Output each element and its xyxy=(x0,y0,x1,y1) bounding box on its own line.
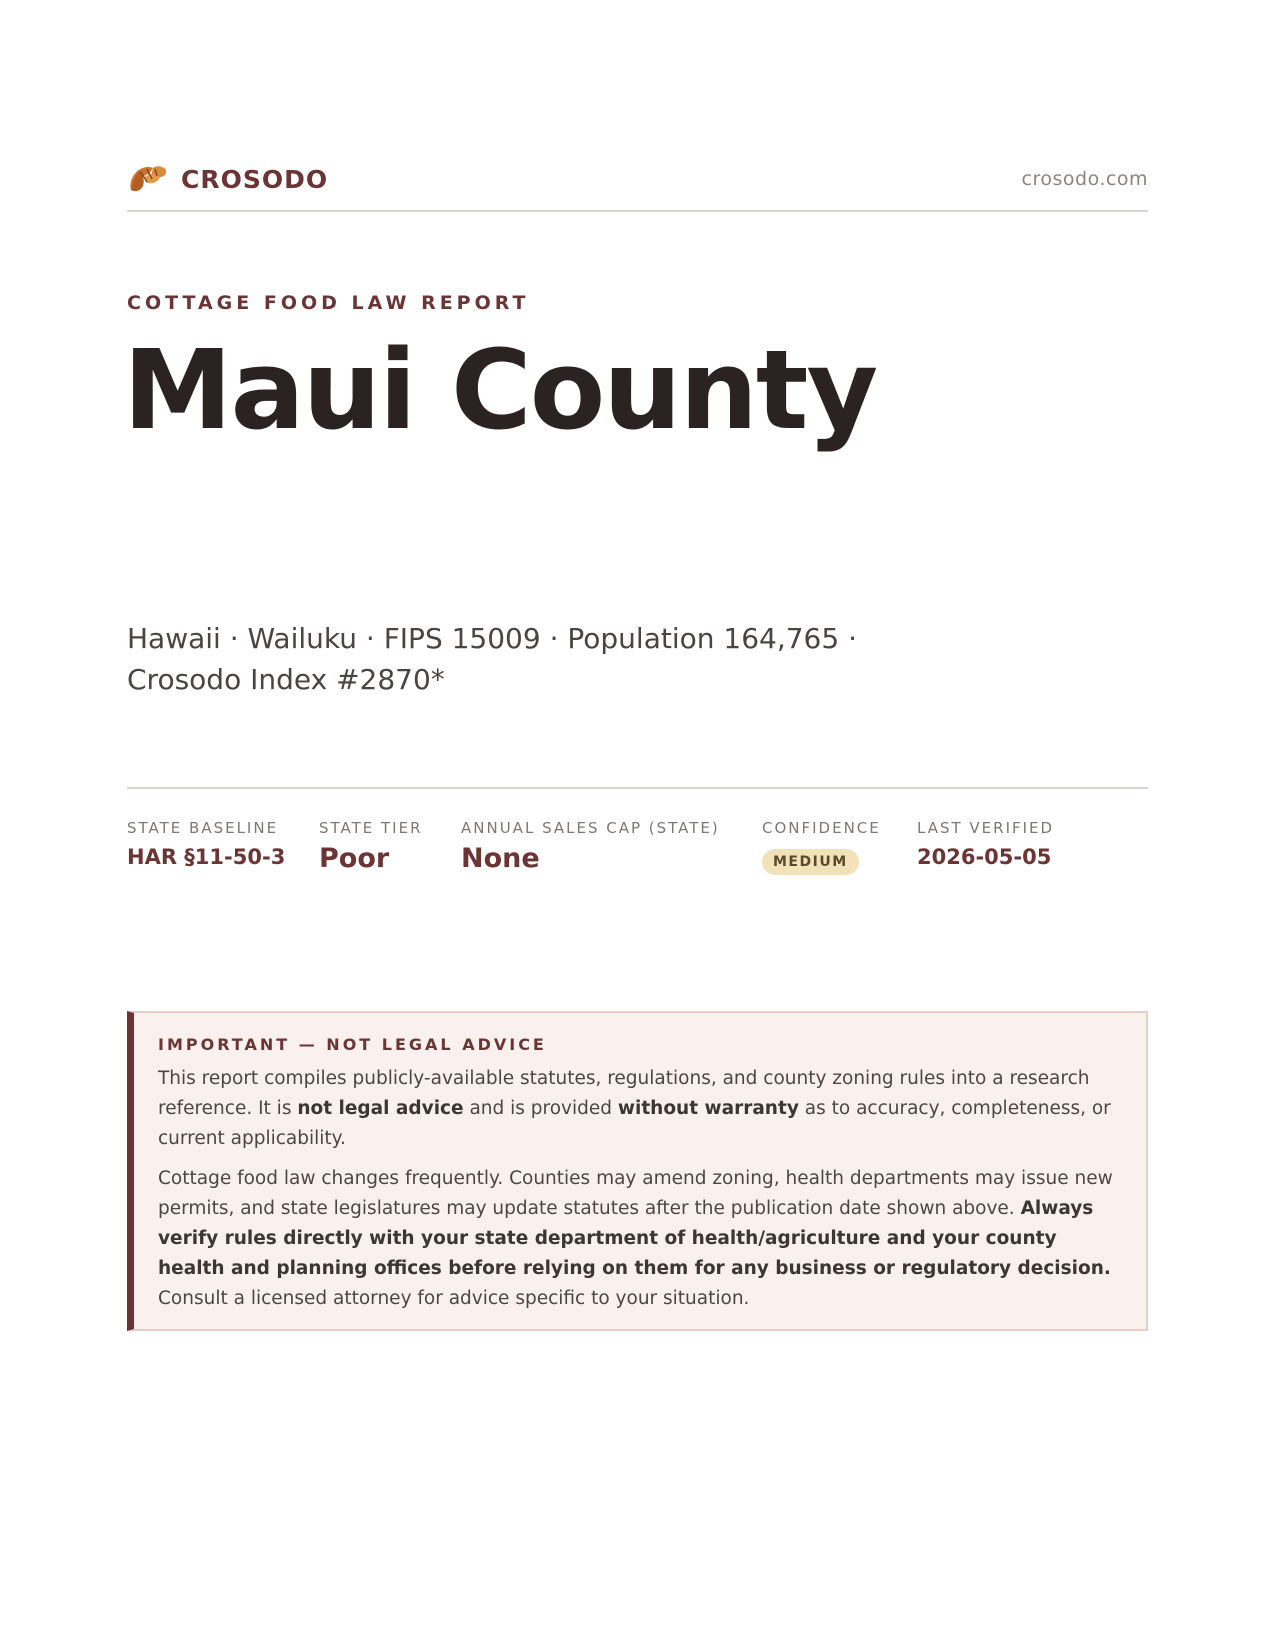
stat-annual-sales-cap xyxy=(461,819,720,874)
page-header xyxy=(127,158,1148,212)
stat-value: HAR §11-50-3 xyxy=(127,845,286,869)
site-url[interactable]: crosodo.com xyxy=(1021,168,1148,190)
brand-name: CROSODO xyxy=(181,164,329,194)
disclaimer-text: Cottage food law changes frequently. Counties may amend zoning, health departments may issue new permits, and state legislatures may update statutes after the publication date shown above. xyxy=(158,1168,1113,1219)
disclaimer-callout xyxy=(127,1011,1148,1331)
stats-row xyxy=(127,787,1148,899)
status-badge: MEDIUM xyxy=(762,849,859,875)
stat-state-tier xyxy=(319,819,423,874)
report-page xyxy=(123,0,1148,1650)
stat-label: STATE TIER xyxy=(319,819,423,837)
disclaimer-bold-text: without warranty xyxy=(617,1098,799,1119)
stat-state-baseline xyxy=(127,819,285,869)
disclaimer-text: This report compiles publicly-available statutes, regulations, and county zoning rules into a research reference. It is xyxy=(158,1068,1090,1119)
report-subtitle: Hawaii · Wailuku · FIPS 15009 · Population 164,765 · Crosodo Index #2870* xyxy=(127,622,857,696)
stat-value: None xyxy=(461,843,540,874)
stat-label: ANNUAL SALES CAP (STATE) xyxy=(461,819,720,837)
croissant-icon xyxy=(127,160,169,198)
disclaimer-bold-text: not legal advice xyxy=(297,1098,464,1119)
disclaimer-paragraph-2 xyxy=(158,1164,1120,1314)
disclaimer-text: Consult a licensed attorney for advice specific to your situation. xyxy=(158,1288,750,1309)
stat-last-verified xyxy=(917,819,1054,869)
page-title: Maui County xyxy=(123,326,877,454)
report-eyebrow: COTTAGE FOOD LAW REPORT xyxy=(127,292,530,314)
stat-confidence xyxy=(762,819,881,875)
disclaimer-paragraph-1 xyxy=(158,1064,1120,1154)
stat-value: 2026-05-05 xyxy=(917,845,1052,869)
disclaimer-bold-text: Always verify rules directly with your state department of health/agriculture and your county health and planning offices before relying on them for any business or regulatory decision. xyxy=(158,1198,1111,1279)
stat-value: Poor xyxy=(319,843,390,874)
disclaimer-text: and is provided xyxy=(463,1098,618,1119)
stat-label: LAST VERIFIED xyxy=(917,819,1055,837)
disclaimer-text: as to accuracy, completeness, or current applicability. xyxy=(158,1098,1111,1149)
brand xyxy=(127,160,328,198)
stat-label: STATE BASELINE xyxy=(127,819,279,837)
stat-label: CONFIDENCE xyxy=(762,819,881,837)
disclaimer-title: IMPORTANT — NOT LEGAL ADVICE xyxy=(158,1035,547,1054)
